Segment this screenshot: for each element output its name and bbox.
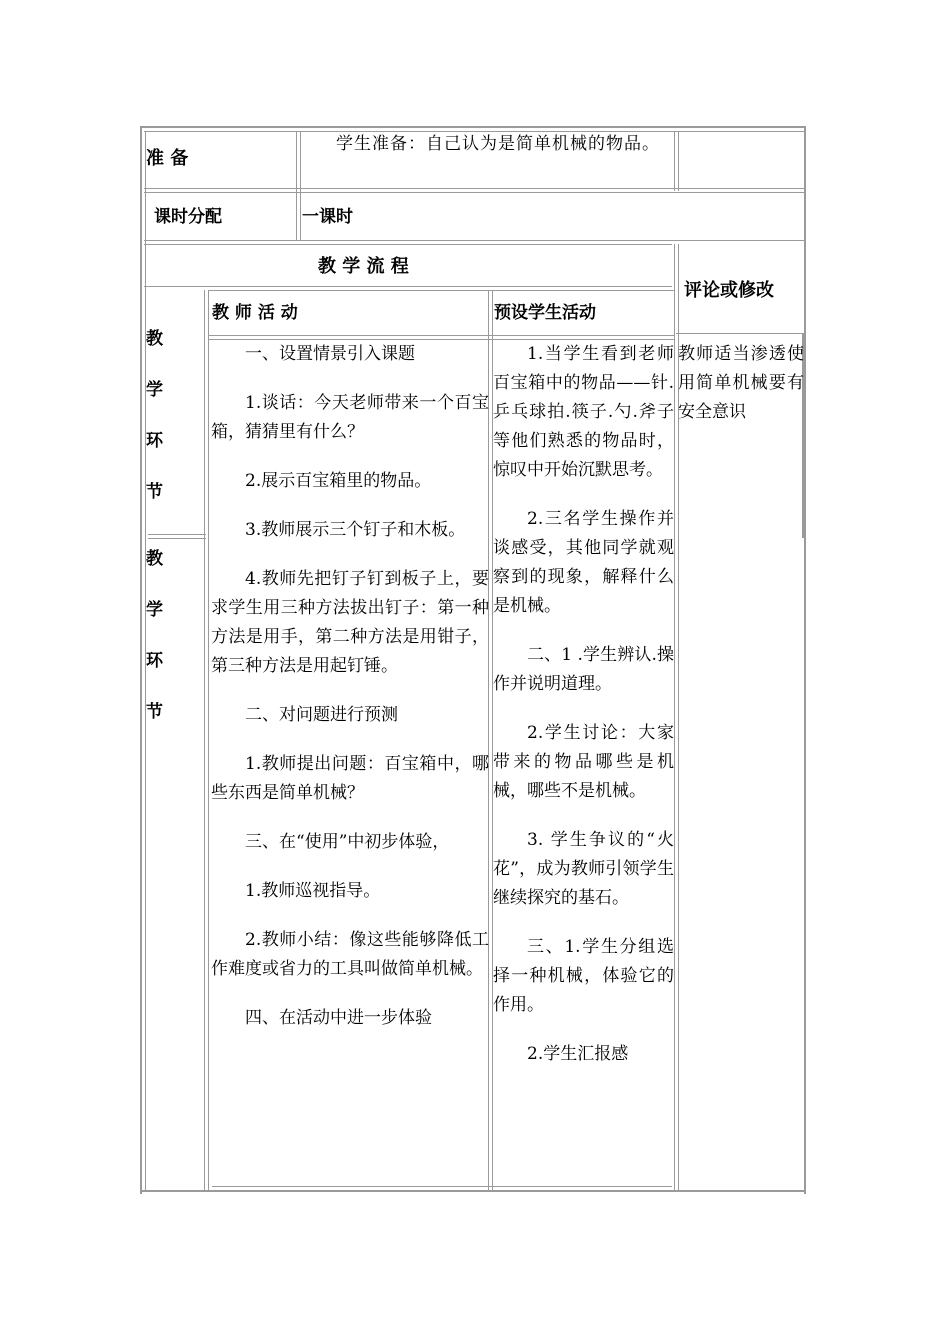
teacher-item: 1.谈话：今天老师带来一个百宝箱，猜猜里有什么？ <box>211 393 489 442</box>
teacher-item: 1.教师巡视指导。 <box>245 881 381 901</box>
teacher-item: 3.教师展示三个钉子和木板。 <box>245 520 466 540</box>
side-label-top <box>146 324 163 528</box>
student-item: 2.学生汇报感 <box>527 1044 629 1064</box>
teacher-header: 教 师 活 动 <box>212 303 298 323</box>
teacher-activities <box>211 340 489 1053</box>
side-char: 教 <box>146 549 163 569</box>
student-activities <box>493 340 674 1089</box>
teacher-item: 2.教师小结：像这些能够降低工作难度或省力的工具叫做简单机械。 <box>211 930 489 979</box>
period-label: 课时分配 <box>154 207 222 227</box>
side-char: 教 <box>146 329 163 349</box>
side-char: 环 <box>146 651 163 671</box>
side-char: 节 <box>146 482 163 502</box>
student-item: 1.当学生看到老师百宝箱中的物品——针.乒乓球拍.筷子.勺.斧子等他们熟悉的物品时，惊叹中开始沉默思考。 <box>493 344 674 480</box>
flow-header: 教 学 流 程 <box>318 256 409 277</box>
teacher-item: 1.教师提出问题：百宝箱中，哪些东西是简单机械？ <box>211 754 489 803</box>
student-item: 三、1.学生分组选择一种机械，体验它的作用。 <box>493 937 674 1015</box>
side-char: 节 <box>146 702 163 722</box>
side-char: 学 <box>146 600 163 620</box>
side-label-bottom <box>146 544 163 748</box>
student-header: 预设学生活动 <box>494 303 596 323</box>
side-char: 环 <box>146 431 163 451</box>
teacher-item: 四、在活动中进一步体验 <box>245 1008 432 1028</box>
teacher-item: 4.教师先把钉子钉到板子上，要求学生用三种方法拔出钉子：第一种方法是用手，第二种方法是用钳子，第三种方法是用起钉锤。 <box>211 569 489 676</box>
prep-label: 准 备 <box>146 148 189 169</box>
comment-header: 评论或修改 <box>684 280 774 301</box>
teacher-item: 2.展示百宝箱里的物品。 <box>245 471 432 491</box>
side-char: 学 <box>146 380 163 400</box>
student-item: 2.学生讨论：大家带来的物品哪些是机械，哪些不是机械。 <box>493 723 674 801</box>
teacher-item: 一、设置情景引入课题 <box>245 344 415 364</box>
prep-content: 学生准备：自己认为是简单机械的物品。 <box>336 134 660 154</box>
teacher-item: 二、对问题进行预测 <box>245 705 398 725</box>
student-item: 2.三名学生操作并谈感受，其他同学就观察到的现象，解释什么是机械。 <box>493 509 674 616</box>
student-item: 二、1 .学生辨认.操作并说明道理。 <box>493 645 674 694</box>
period-content: 一课时 <box>302 207 353 227</box>
teacher-item: 三、在“使用”中初步体验， <box>245 832 450 852</box>
student-item: 3. 学生争议的“火花”，成为教师引领学生继续探究的基石。 <box>493 830 674 908</box>
comment-text: 教师适当渗透使用简单机械要有安全意识 <box>678 344 804 422</box>
